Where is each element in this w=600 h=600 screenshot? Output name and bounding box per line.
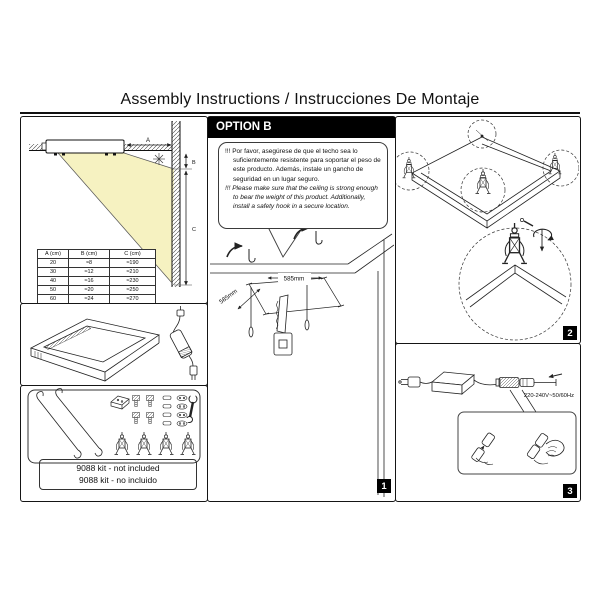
option-b-header: OPTION B — [208, 117, 395, 138]
dimension-table — [37, 249, 156, 304]
cable-lock-icon — [111, 396, 129, 409]
wall-hatch — [172, 121, 180, 287]
nuts-icon — [163, 396, 171, 425]
warning-bubble — [218, 142, 388, 229]
table-header-row — [38, 250, 156, 259]
voltage-label: 220-240V~50/60Hz — [523, 393, 574, 399]
kit-label-en: 9088 kit - not included — [76, 462, 160, 473]
kit-label-es: 9088 kit - no incluido — [79, 474, 157, 485]
table-row: 40 ≈16 ≈230 — [38, 277, 156, 286]
rotate-arrow-icon — [534, 229, 552, 240]
led-driver — [169, 306, 197, 380]
frame-diagram — [21, 304, 206, 384]
plug-icon — [399, 377, 432, 387]
bolts-icon — [133, 396, 154, 424]
col-header-c: C (cm) — [110, 250, 156, 259]
step-badge-2: 2 — [563, 326, 577, 340]
corner-clip-icon — [115, 432, 196, 455]
power-connection-panel — [395, 343, 581, 502]
safety-cable-icon — [37, 389, 102, 459]
panel-light-side-view — [42, 140, 124, 156]
table-row: 60 ≈24 ≈270 — [38, 295, 156, 304]
beam-diagram-panel — [20, 116, 208, 304]
power-diagram — [396, 344, 579, 500]
page-title: Assembly Instructions / Instrucciones De Montaje — [120, 91, 480, 108]
col-header-b: B (cm) — [69, 250, 110, 259]
parts-kit-panel — [20, 385, 208, 502]
connector-pair — [496, 374, 562, 388]
panel-frame-panel — [20, 303, 208, 386]
svg-text:585mm: 585mm — [218, 287, 239, 306]
step-badge-1: 1 — [377, 479, 391, 493]
step-badge-3: 3 — [563, 484, 577, 498]
panel-frame-3d — [31, 319, 159, 381]
table-row: 20 ≈8 ≈190 — [38, 259, 156, 268]
svg-text:C: C — [192, 227, 196, 233]
warning-text-en: !!! Please make sure that the ceiling is strong enough to bear the weight of this product. Additionally, install a safety hook in a secure location. — [225, 184, 378, 211]
clip-detail-view — [466, 218, 566, 307]
svg-text:A: A — [145, 138, 151, 144]
cutout-opening — [246, 277, 344, 315]
table-row: 30 ≈12 ≈210 — [38, 268, 156, 277]
col-header-a: A (cm) — [38, 250, 69, 259]
svg-text:585mm: 585mm — [283, 275, 305, 283]
warning-text-es: !!! Por favor, asegúrese de que el techo sea lo suficientemente resistente para soportar el peso de este producto. Además, instale un gancho de seguridad en un lugar seguro. — [225, 148, 381, 183]
driver-box — [432, 372, 499, 394]
option-b-panel — [207, 116, 396, 502]
svg-text:B: B — [192, 160, 196, 166]
title-divider — [20, 112, 580, 114]
kit-label-box — [39, 459, 197, 490]
corner-clips-diagram — [396, 117, 579, 342]
corner-clips-panel — [395, 116, 581, 344]
table-row: 50 ≈20 ≈250 — [38, 286, 156, 295]
